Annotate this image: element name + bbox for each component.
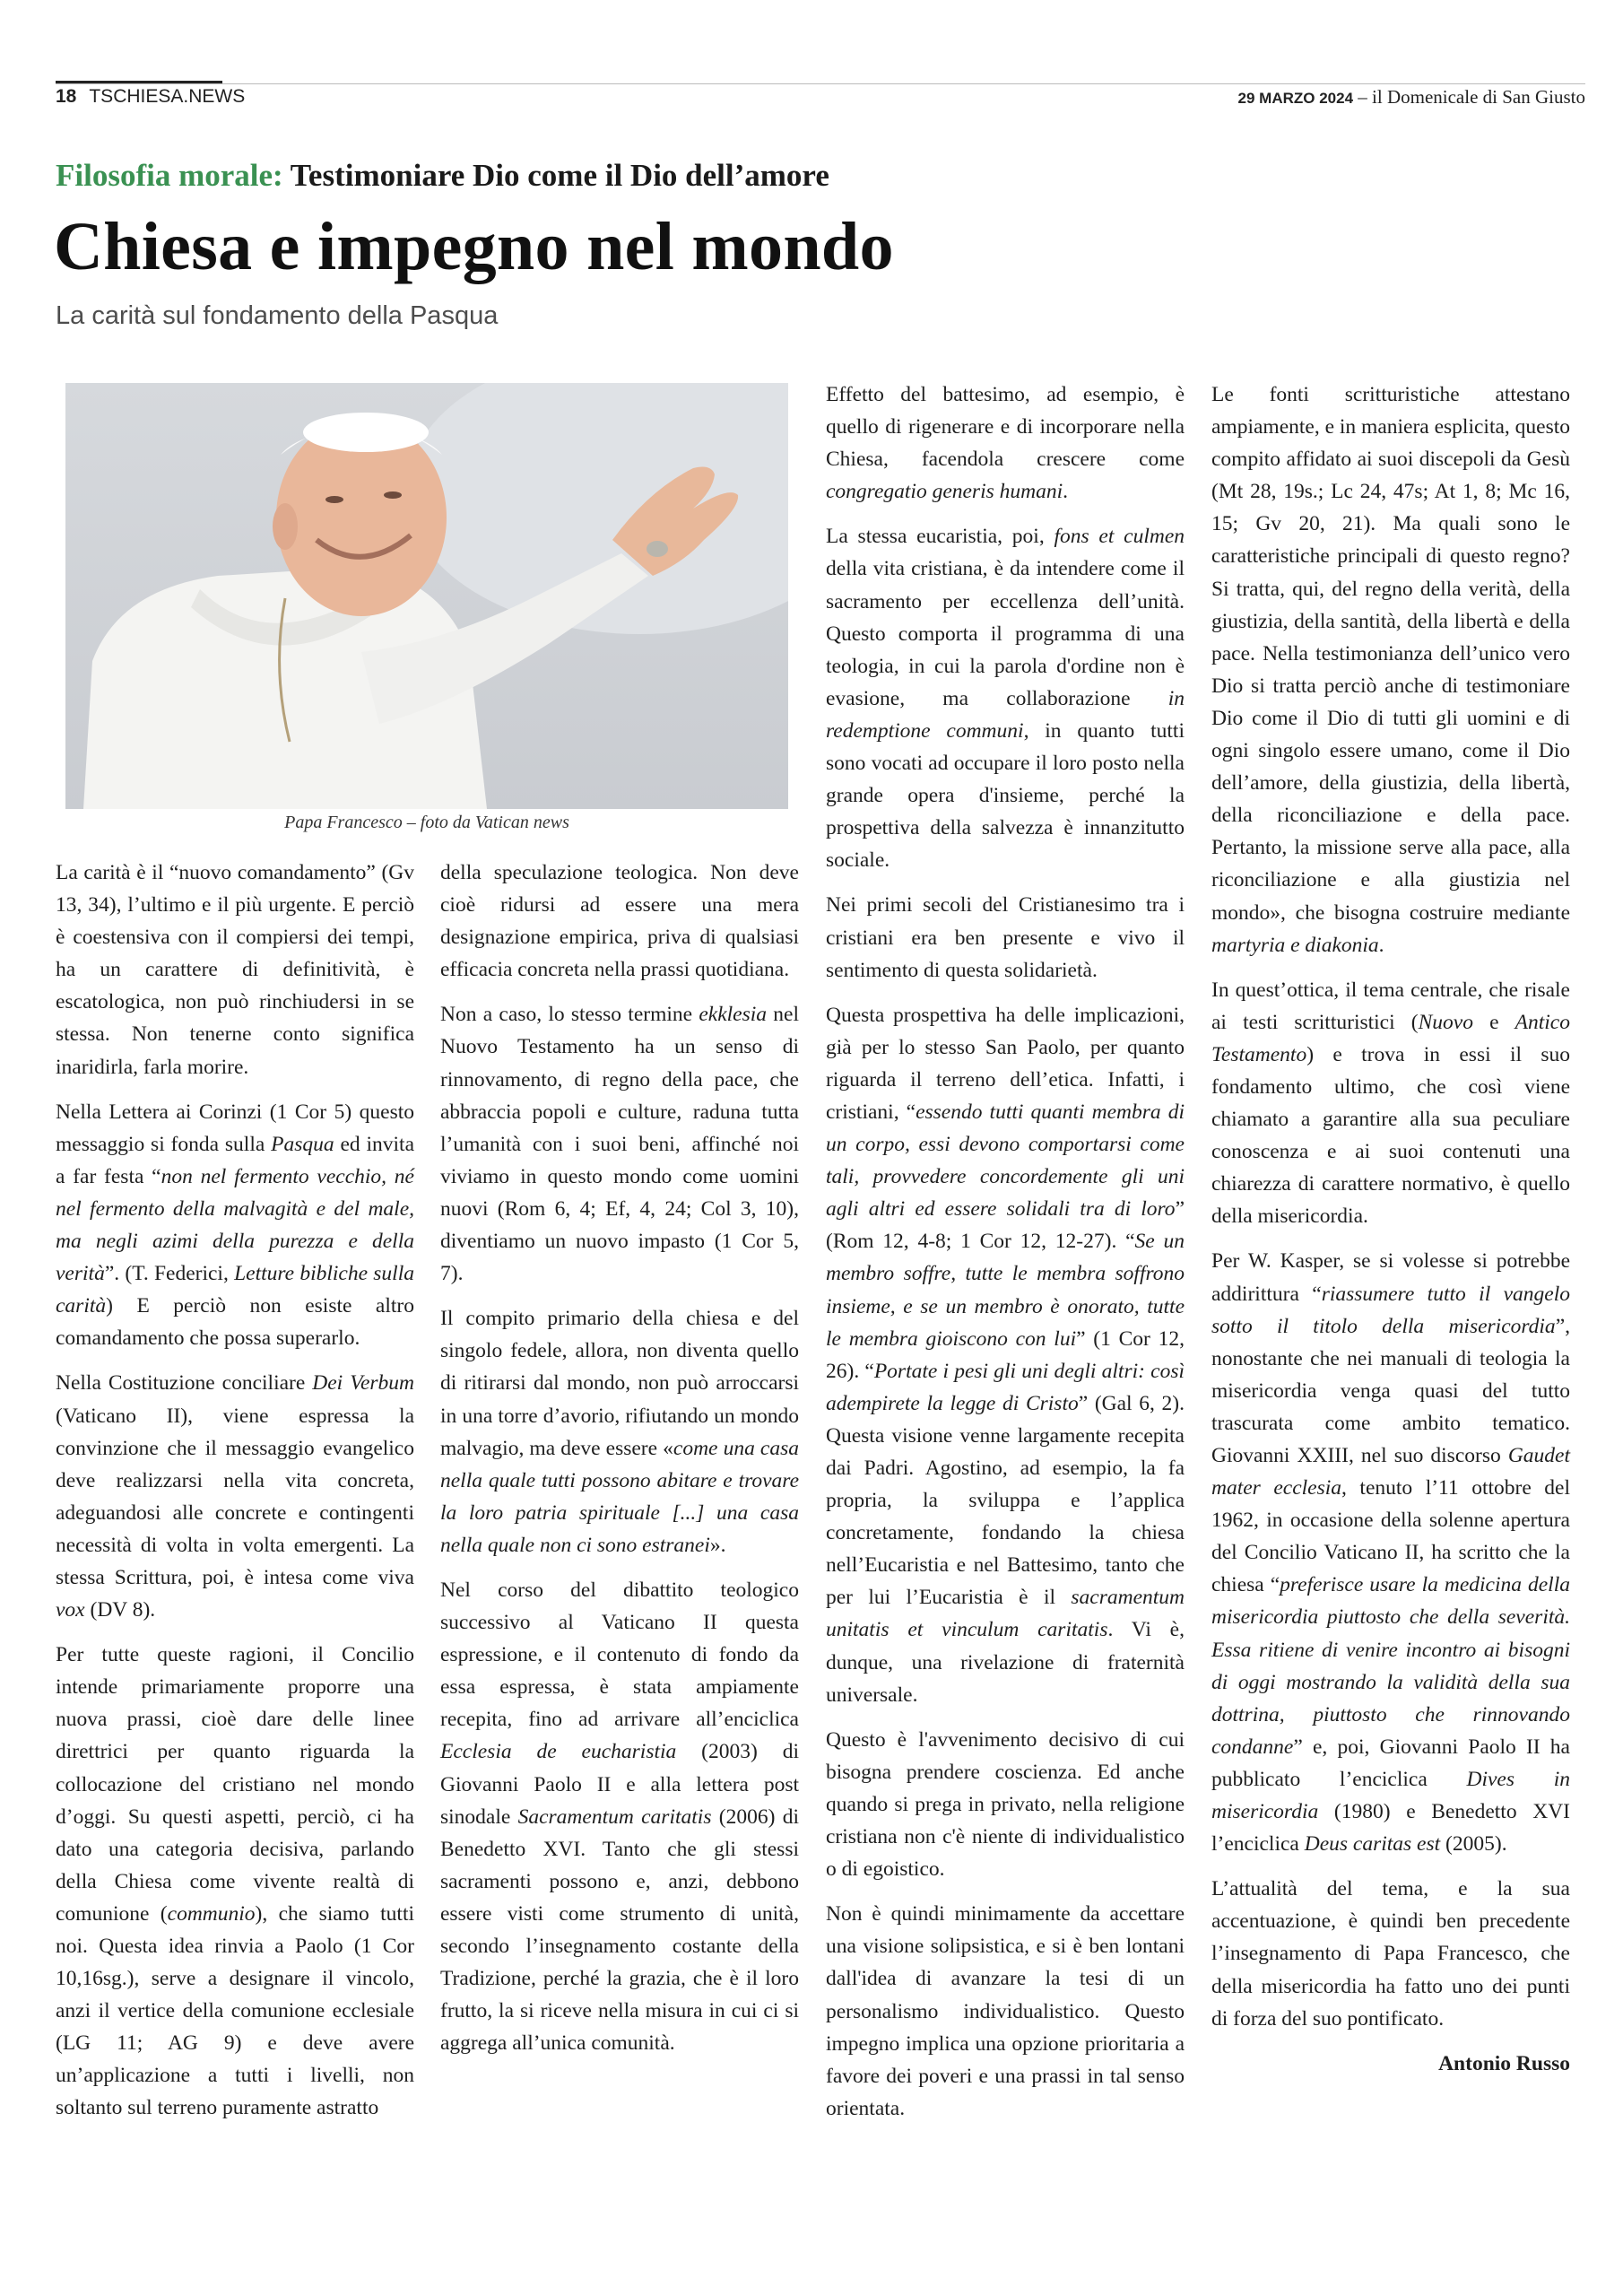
paragraph bbox=[56, 857, 414, 1083]
text: Il compito primario della chiesa e del singolo fedele, allora, non diventa quello di ritirarsi dal mondo, non può arroccarsi in una torre d’avorio, rifiutando un mondo malvagio, ma deve essere « bbox=[440, 1307, 799, 1460]
italic-text: non nel fermento vecchio, né nel fermento della malvagità e del male, ma negli azimi della purezza e della verità bbox=[56, 1164, 414, 1286]
text: In quest’ottica, il tema centrale, che risale ai testi scritturistici ( bbox=[1211, 978, 1570, 1034]
italic-text: Ecclesia de eucharistia bbox=[440, 1740, 677, 1764]
paragraph bbox=[56, 1639, 414, 2124]
italic-text: come una casa nella quale tutti possono abitare e trovare la loro patria spirituale [...] una casa nella quale non ci sono estranei bbox=[440, 1436, 799, 1557]
italic-text: Sacramentum caritatis bbox=[517, 1805, 712, 1829]
text: . Vi è, dunque, una rivelazione di fraternità universale. bbox=[826, 1618, 1185, 1707]
text: Per W. Kasper, se si volesse si potrebbe addirittura “ bbox=[1211, 1249, 1570, 1306]
text: nel Nuovo Testamento ha un senso di rinnovamento, di regno della pace, che abbraccia popoli e culture, raduna tutta l’umanità con i suoi beni, affinché noi viviamo in questo mondo come uomini nuovi (Rom 6, 4; Ef, 4, 24; Col 3, 10), diventiamo un nuovo impasto (1 Cor 5, 7). bbox=[440, 1003, 799, 1286]
italic-text: Gaudet mater ecclesia bbox=[1211, 1444, 1570, 1500]
paragraph bbox=[826, 999, 1185, 1711]
paragraph bbox=[826, 520, 1185, 876]
paragraph bbox=[440, 1302, 799, 1561]
text: (2006) di Benedetto XVI. Tanto che gli stessi sacramenti possono e, anzi, debbono essere visti come strumento di unità, secondo l’insegnamento costante della Tradizione, perché la grazia, che è il loro frutto, la si riceve nella misura in cui ci si aggrega all’unica comunità. bbox=[440, 1805, 799, 2056]
italic-text: Dives in misericordia bbox=[1211, 1767, 1570, 1824]
italic-text: communio bbox=[167, 1901, 256, 1926]
text: Effetto del battesimo, ad esempio, è quello di rigenerare e di incorporare nella Chiesa, facendola crescere come bbox=[826, 383, 1185, 472]
text: Non a caso, lo stesso termine bbox=[440, 1003, 699, 1027]
text: , in quanto tutti sono vocati ad occupare il loro posto nella grande opera d'insieme, perché la prospettiva della salvezza è innanzitutto sociale. bbox=[826, 718, 1185, 873]
text: Questa prospettiva ha delle implicazioni, già per lo stesso San Paolo, per quanto riguarda il terreno dell’etica. Infatti, i cristiani, “ bbox=[826, 1003, 1185, 1124]
article-photo bbox=[65, 383, 788, 809]
paragraph bbox=[56, 1096, 414, 1355]
photo-caption: Papa Francesco – foto da Vatican news bbox=[284, 813, 569, 832]
column-2 bbox=[440, 857, 799, 2072]
site-name: TSCHIESA.NEWS bbox=[89, 86, 246, 107]
paragraph bbox=[826, 1724, 1185, 1885]
paragraph bbox=[1211, 974, 1570, 1233]
paragraph bbox=[440, 857, 799, 986]
italic-text: ekklesia bbox=[699, 1003, 768, 1027]
header-rule bbox=[56, 83, 1585, 84]
text: (DV 8). bbox=[84, 1598, 156, 1622]
paragraph bbox=[440, 998, 799, 1290]
italic-text: fons et culmen bbox=[1054, 525, 1185, 549]
paragraph bbox=[826, 889, 1185, 986]
text: della speculazione teologica. Non deve cioè ridursi ad essere una mera designazione empirica, priva di qualsiasi efficacia concreta nella prassi quotidiana. bbox=[440, 861, 799, 982]
text: . bbox=[1378, 933, 1384, 957]
italic-text: congregatio generis humani bbox=[826, 480, 1063, 504]
text: La carità è il “nuovo comandamento” (Gv 13, 34), l’ultimo e il più urgente. E perciò è coestensiva con il compiersi dei tempi, ha un carattere di definitività, è escatologica, non può rinchiudersi in se stessa. Non tenerne conto significa inaridirla, farla morire. bbox=[56, 861, 414, 1079]
paragraph bbox=[1211, 1873, 1570, 2034]
text: (Vaticano II), viene espressa la convinzione che il messaggio evangelico deve realizzarsi nella vita concreta, adeguandosi alle concrete e contingenti necessità di volta in volta emergenti. La stessa Scrittura, poi, è intesa come viva bbox=[56, 1404, 414, 1589]
paragraph bbox=[1211, 378, 1570, 961]
text: , tenuto l’11 ottobre del 1962, in occasione della solenne apertura del Concilio Vaticano II, ha scritto che la chiesa “ bbox=[1211, 1476, 1570, 1597]
text: . bbox=[1063, 480, 1068, 504]
italic-text: Dei Verbum bbox=[312, 1371, 414, 1396]
paragraph bbox=[56, 1367, 414, 1626]
text: (2003) di Giovanni Paolo II e alla lettera post sinodale bbox=[440, 1740, 799, 1829]
paragraph bbox=[826, 378, 1185, 508]
text: (1980) e Benedetto XVI l’enciclica bbox=[1211, 1800, 1570, 1857]
italic-text: essendo tutti quanti membra di un corpo, essi devono comportarsi come tali, provvedere concordemente gli uni agli altri ed essere solidali tra di loro bbox=[826, 1100, 1185, 1222]
column-4 bbox=[1211, 378, 1570, 2080]
text: ». bbox=[709, 1533, 726, 1557]
text: della vita cristiana, è da intendere come il sacramento per eccellenza dell’unità. Questo comporta il programma di una teologia, in cui la parola d'ordine non è evasione, ma collaborazione bbox=[826, 557, 1185, 710]
paragraph bbox=[440, 1574, 799, 2059]
text: La stessa eucaristia, poi, bbox=[826, 525, 1055, 549]
text: ”, nonostante che nei manuali di teologia la misericordia venga quasi del tutto trascurata come ambito tematico. Giovanni XXIII, nel suo discorso bbox=[1211, 1314, 1570, 1467]
text: ) e trova in essi il suo fondamento ultimo, che così viene chiamato a garantire alla sua peculiare conoscenza e ai suoi contenuti una chiarezza di carattere normativo, è quello della misericordia. bbox=[1211, 1042, 1570, 1229]
italic-text: in redemptione communi bbox=[826, 686, 1185, 743]
italic-text: martyria e diakonia bbox=[1211, 933, 1379, 957]
italic-text: sacramentum unitatis et vinculum caritatis bbox=[826, 1586, 1185, 1642]
text: ” (1 Cor 12, 26). “ bbox=[826, 1326, 1185, 1383]
italic-text: Portate i pesi gli uni degli altri: così adempirete la legge di Cristo bbox=[826, 1359, 1185, 1415]
italic-text: Letture bibliche sulla carità bbox=[56, 1262, 414, 1318]
text: Per tutte queste ragioni, il Concilio intende primariamente proporre una nuova prassi, cioè dare delle linee direttrici per quanto riguarda la collocazione del cristiano nel mondo d’oggi. Su questi aspetti, perciò, ci ha dato una categoria decisiva, parlando della Chiesa come vivente realtà di comunione ( bbox=[56, 1643, 414, 1926]
text: e bbox=[1472, 1010, 1515, 1034]
publication-name: il Domenicale di San Giusto bbox=[1372, 86, 1585, 108]
issue-date: 29 MARZO 2024 bbox=[1237, 90, 1354, 107]
text: Questo è l'avvenimento decisivo di cui bisogna prendere coscienza. Ed anche quando si prega in privato, nella religione cristiana non c'è niente di individualistico o di egoistico. bbox=[826, 1727, 1185, 1882]
pope-photo-illustration bbox=[65, 383, 788, 809]
text: L’attualità del tema, e la sua accentuazione, è quindi ben precedente l’insegnamento di Papa Francesco, che della misericordia ha fatto uno dei punti di forza del suo pontificato. bbox=[1211, 1877, 1570, 2031]
text: Non è quindi minimamente da accettare una visione solipsistica, e si è ben lontani dall'idea di avanzare la tesi di un personalismo individualistico. Questo impegno implica una opzione prioritaria a favore dei poveri e una prassi in tal senso orientata. bbox=[826, 1902, 1185, 2120]
article-title: Chiesa e impegno nel mondo bbox=[54, 209, 894, 284]
italic-text: Antico Testamento bbox=[1211, 1010, 1570, 1066]
italic-text: Pasqua bbox=[271, 1132, 334, 1156]
text: ” (Gal 6, 2). Questa visione venne largamente recepita dai Padri. Agostino, ad esempio, la fa propria, la sviluppa e l’applica concretamente, fondando la chiesa nell’Eucaristia e nel Battesimo, tanto che per lui l’Eucaristia è il bbox=[826, 1391, 1185, 1610]
header-right bbox=[1238, 86, 1585, 109]
italic-text: vox bbox=[56, 1598, 85, 1622]
page-number: 18 bbox=[56, 86, 77, 107]
text: Nei primi secoli del Cristianesimo tra i cristiani era ben presente e vivo il sentimento di questa solidarietà. bbox=[826, 893, 1185, 982]
header-separator: – bbox=[1353, 86, 1373, 108]
paragraph bbox=[1211, 1245, 1570, 1860]
text: ), che siamo tutti noi. Questa idea rinvia a Paolo (1 Cor 10,16sg.), serve a designare il vincolo, anzi il vertice della comunione ecclesiale (LG 11; AG 9) e deve avere un’applicazione a tutti i livelli, non soltanto sul terreno puramente astratto bbox=[56, 1901, 415, 2120]
italic-text: preferisce usare la medicina della misericordia piuttosto che della severità. Essa ritiene di venire incontro ai bisogni di oggi mostrando la validità della sua dottrina, piuttosto che rinnovando condanne bbox=[1211, 1573, 1570, 1759]
kicker-text: Testimoniare Dio come il Dio dell’amore bbox=[282, 158, 829, 193]
italic-text: riassumere tutto il vangelo sotto il titolo della misericordia bbox=[1211, 1282, 1571, 1338]
italic-text: Nuovo bbox=[1418, 1010, 1473, 1034]
article-kicker bbox=[56, 158, 829, 194]
column-3 bbox=[826, 378, 1185, 2137]
italic-text: Deus caritas est bbox=[1304, 1832, 1441, 1857]
text: ” (Rom 12, 4-8; 1 Cor 12, 12-27). “ bbox=[826, 1197, 1185, 1254]
text: Le fonti scritturistiche attestano ampiamente, e in maniera esplicita, questo compito affidato ai suoi discepoli da Gesù (Mt 28, 19s.; Lc 24, 47s; At 1, 8; Mc 16, 15; Gv 20, 21). Ma quali sono le caratteristiche principali di questo regno? Si tratta, qui, del regno della verità, della giustizia, della santità, della libertà e della pace. Nella testimonianza dell’unico vero Dio si tratta perciò anche di testimoniare Dio come il Dio di tutti gli uomini e di ogni singolo essere umano, come il Dio dell’amore, della giustizia, della libertà, della riconciliazione e della pace. Pertanto, la missione serve alla pace, alla riconciliazione e alla giustizia nel mondo», che bisogna costruire mediante bbox=[1211, 383, 1571, 925]
author-signature: Antonio Russo bbox=[1438, 2051, 1570, 2075]
header-left bbox=[56, 86, 245, 108]
text: Nella Lettera ai Corinzi (1 Cor 5) questo messaggio si fonda sulla bbox=[56, 1100, 414, 1156]
kicker-label: Filosofia morale: bbox=[56, 158, 283, 193]
column-1 bbox=[56, 857, 414, 2137]
text: Nella Costituzione conciliare bbox=[56, 1371, 313, 1396]
text: ) E perciò non esiste altro comandamento che possa superarlo. bbox=[56, 1294, 414, 1351]
text: Nel corso del dibattito teologico successivo al Vaticano II questa espressione, e il contenuto di fondo da essa espressa, è stata ampiamente recepita, fino ad arrivare all’enciclica bbox=[440, 1578, 799, 1732]
italic-text: Se un membro soffre, tutte le membra soffrono insieme, e se un membro è onorato, tutte le membra gioiscono con lui bbox=[826, 1230, 1185, 1351]
text: (2005). bbox=[1440, 1832, 1507, 1857]
paragraph bbox=[826, 1898, 1185, 2125]
text: ” e, poi, Giovanni Paolo II ha pubblicato l’enciclica bbox=[1211, 1735, 1570, 1791]
text: ”. (T. Federici, bbox=[104, 1262, 235, 1286]
article-subtitle: La carità sul fondamento della Pasqua bbox=[56, 301, 499, 330]
text: ed invita a far festa “ bbox=[56, 1132, 414, 1188]
